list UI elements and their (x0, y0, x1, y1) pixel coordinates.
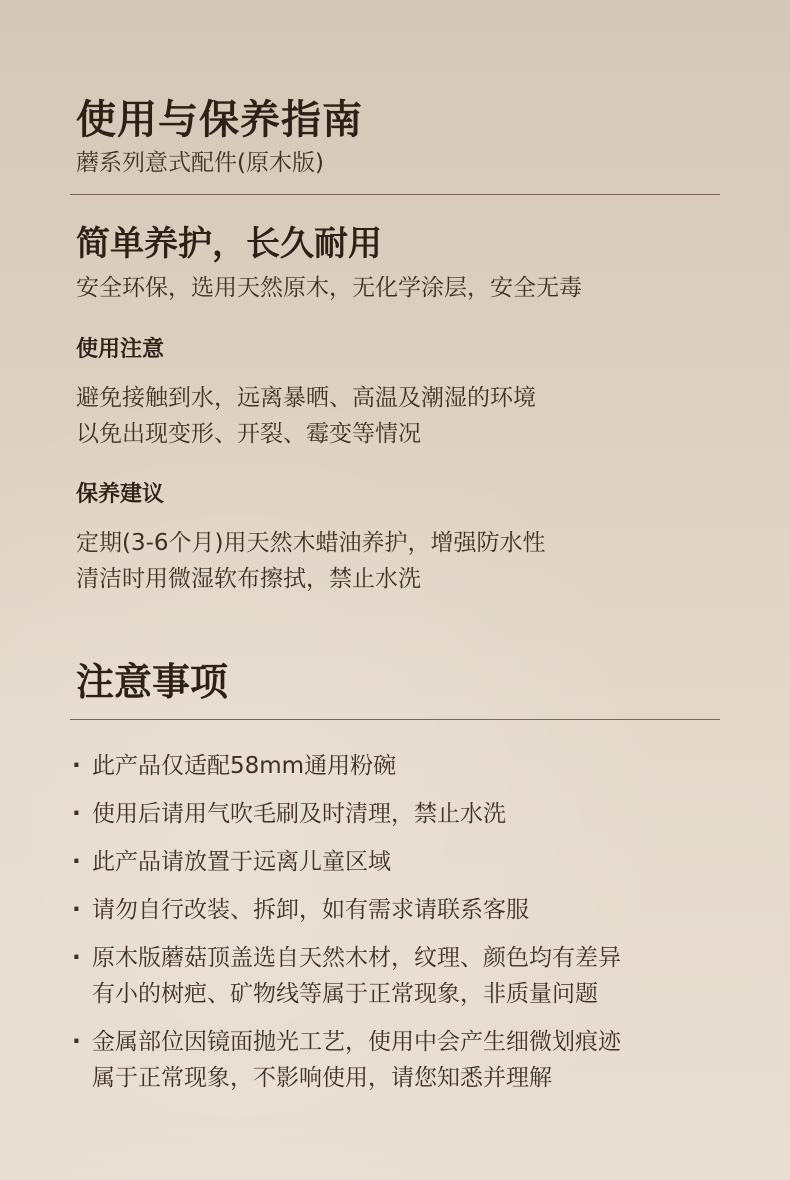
bullet-dot-icon: · (72, 1029, 81, 1055)
page-subtitle: 蘑系列意式配件(原木版) (76, 150, 324, 176)
page-title: 使用与保养指南 (76, 97, 363, 143)
bullet-dot-icon: · (72, 897, 81, 923)
notes-item-text (92, 748, 396, 784)
notes-item (72, 796, 712, 832)
notes-item (72, 1024, 712, 1096)
notes-item-line: 有小的树疤、矿物线等属于正常现象，非质量问题 (92, 981, 598, 1007)
notes-item-line: 此产品仅适配58mm通用粉碗 (92, 753, 397, 779)
maintenance-line: 定期(3-6个月)用天然木蜡油养护，增强防水性 (76, 530, 546, 556)
usage-text (76, 380, 536, 452)
notes-heading: 注意事项 (76, 660, 229, 704)
notes-item (72, 748, 712, 784)
notes-item (72, 844, 712, 880)
notes-item-line: 金属部位因镜面抛光工艺，使用中会产生细微划痕迹 (92, 1029, 621, 1055)
notes-item-line: 请勿自行改装、拆卸，如有需求请联系客服 (92, 897, 529, 923)
notes-item-text (92, 940, 621, 1012)
bullet-dot-icon: · (72, 753, 81, 779)
care-intro: 安全环保，选用天然原木，无化学涂层，安全无毒 (76, 275, 582, 301)
care-heading: 简单养护，长久耐用 (76, 224, 382, 264)
notes-item (72, 940, 712, 1012)
usage-heading: 使用注意 (76, 337, 165, 362)
usage-line: 以免出现变形、开裂、霉变等情况 (76, 421, 421, 447)
notes-item-text (92, 844, 391, 880)
notes-divider (70, 719, 720, 720)
bullet-dot-icon: · (72, 945, 81, 971)
maintenance-line: 清洁时用微湿软布擦拭，禁止水洗 (76, 566, 421, 592)
notes-item-line: 原木版蘑菇顶盖选自天然木材，纹理、颜色均有差异 (92, 945, 621, 971)
header-divider (70, 194, 720, 195)
notes-item (72, 892, 712, 928)
bullet-dot-icon: · (72, 849, 81, 875)
maintenance-heading: 保养建议 (76, 482, 165, 507)
notes-item-text (92, 796, 506, 832)
notes-item-text (92, 892, 529, 928)
notes-item-line: 此产品请放置于远离儿童区域 (92, 849, 391, 875)
notes-list (72, 748, 712, 1108)
bullet-dot-icon: · (72, 801, 81, 827)
notes-item-line: 属于正常现象，不影响使用，请您知悉并理解 (92, 1065, 552, 1091)
maintenance-text (76, 525, 546, 597)
usage-line: 避免接触到水，远离暴晒、高温及潮湿的环境 (76, 385, 536, 411)
notes-item-line: 使用后请用气吹毛刷及时清理，禁止水洗 (92, 801, 506, 827)
notes-item-text (92, 1024, 621, 1096)
